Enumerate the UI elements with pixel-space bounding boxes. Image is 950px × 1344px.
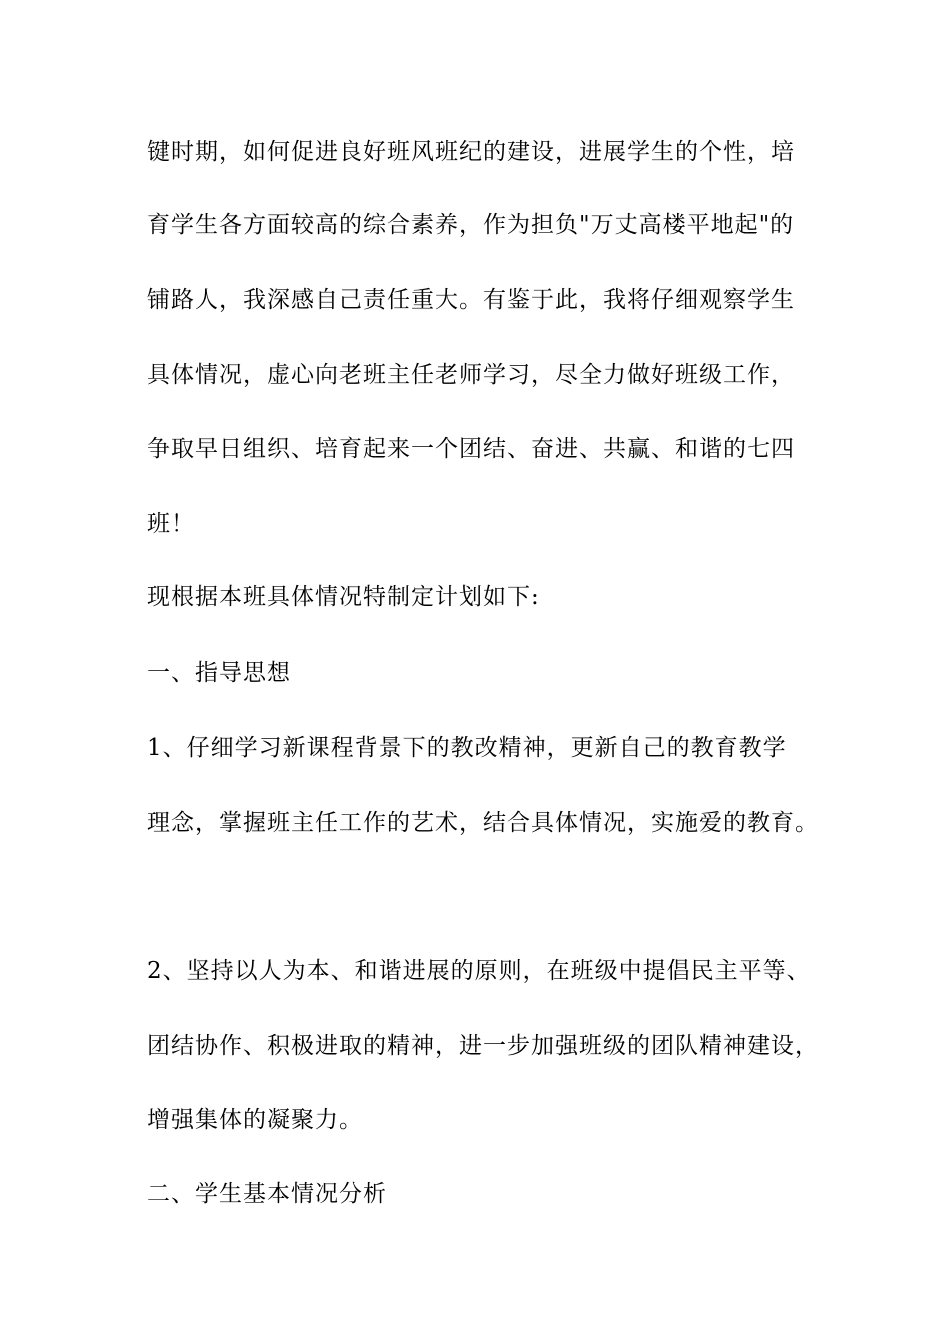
paragraph-line: 育学生各方面较高的综合素养，作为担负"万丈高楼平地起"的 xyxy=(147,212,795,238)
list-item-line: 理念，掌握班主任工作的艺术，结合具体情况，实施爱的教育。 xyxy=(147,810,819,836)
section-heading: 一、指导思想 xyxy=(147,660,291,686)
list-item-line: 团结协作、积极进取的精神，进一步加强班级的团队精神建设， xyxy=(147,1033,819,1059)
section-heading: 二、学生基本情况分析 xyxy=(147,1181,387,1207)
list-item-line: 1、仔细学习新课程背景下的教改精神，更新自己的教育教学 xyxy=(147,735,787,761)
intro-line: 现根据本班具体情况特制定计划如下: xyxy=(147,584,540,610)
paragraph-line: 争取早日组织、培育起来一个团结、奋进、共赢、和谐的七四 xyxy=(147,436,795,462)
paragraph-line: 键时期，如何促进良好班风班纪的建设，进展学生的个性，培 xyxy=(147,139,795,165)
list-item-line: 增强集体的凝聚力。 xyxy=(147,1107,363,1133)
list-item-line: 2、坚持以人为本、和谐进展的原则，在班级中提倡民主平等、 xyxy=(147,958,811,984)
paragraph-line: 铺路人，我深感自己责任重大。有鉴于此，我将仔细观察学生 xyxy=(147,287,795,313)
paragraph-line: 班！ xyxy=(147,511,195,537)
paragraph-line: 具体情况，虚心向老班主任老师学习，尽全力做好班级工作， xyxy=(147,362,795,388)
